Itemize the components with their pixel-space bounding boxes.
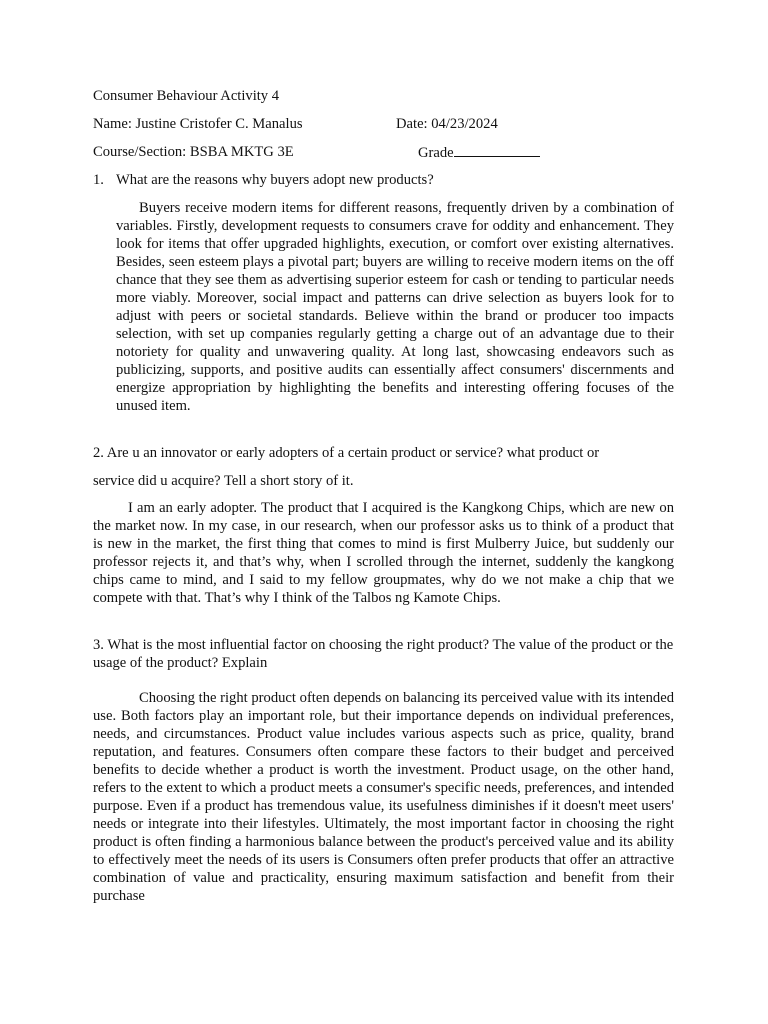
answer-1-paragraph: Buyers receive modern items for different reasons, frequently driven by a combination of variables. Firstly, development requests to consumers crave for oddity and enhancement. They look for items that offer upgraded highlights, execution, or comfort over existing alternatives. Besides, seen esteem plays a pivotal part; buyers are willing to receive modern items on the off chance that they see them as advertising superior esteem for cash or tending to particular needs more viably. Moreover, social impact and patterns can drive selection as buyers look for to adjust with peers or societal standards. Believe within the brand or producer too impacts selection, with set up companies regularly getting a charge out of an advantage due to their notoriety for quality and unwavering quality. At long last, showcasing endeavors such as publicizing, supports, and positive audits can essentially affect consumers' discernments and energize appropriation by highlighting the benefits and interesting offering focuses of the unused item. [116, 200, 674, 414]
answer-2-paragraph: I am an early adopter. The product that I acquired is the Kangkong Chips, which are new on the market now. In my case, in our research, when our professor asks us to think of a product that is new in the market, the first thing that comes to mind is first Mulberry Juice, but suddenly our professor rejects it, and that’s why, when I scrolled through the internet, suddenly the kangkong chips came to mind, and I said to my fellow groupmates, why do we not make a chip that we compete with that. That’s why I think of the Talbos ng Kamote Chips. [93, 500, 674, 606]
grade-label: Grade [418, 145, 454, 161]
submission-date: Date: 04/23/2024 [396, 116, 498, 132]
question-3-text: 3. What is the most influential factor on choosing the right product? The value of the product or the usage of the product? Explain [93, 637, 674, 671]
question-2-line-2: service did u acquire? Tell a short story of it. [93, 473, 354, 489]
student-name: Name: Justine Cristofer C. Manalus [93, 116, 303, 132]
course-section: Course/Section: BSBA MKTG 3E [93, 144, 294, 160]
answer-3-paragraph: Choosing the right product often depends on balancing its perceived value with its intended use. Both factors play an important role, but their importance depends on individual preferences, needs, and circumstances. Product value includes various aspects such as price, quality, brand reputation, and features. Consumers often compare these factors to their budget and perceived benefits to decide whether a product is worth the investment. Product usage, on the other hand, refers to the extent to which a product meets a consumer's specific needs, preferences, and intended purpose. Even if a product has tremendous value, its usefulness diminishes if it doesn't meet users' needs or integrate into their lifestyles. Ultimately, the most important factor in choosing the right product is often finding a harmonious balance between the product's perceived value and its ability to effectively meet the needs of its users is Consumers often prefer products that offer an attractive combination of value and practicality, ensuring maximum satisfaction and benefit from their purchase [93, 690, 674, 904]
grade-field [418, 143, 540, 162]
question-1-text: What are the reasons why buyers adopt new products? [116, 172, 434, 188]
question-2-line-1: 2. Are u an innovator or early adopters of a certain product or service? what product or [93, 445, 600, 461]
document-title: Consumer Behaviour Activity 4 [93, 88, 280, 104]
grade-blank-line [454, 143, 540, 157]
question-1-number: 1. [93, 172, 104, 188]
